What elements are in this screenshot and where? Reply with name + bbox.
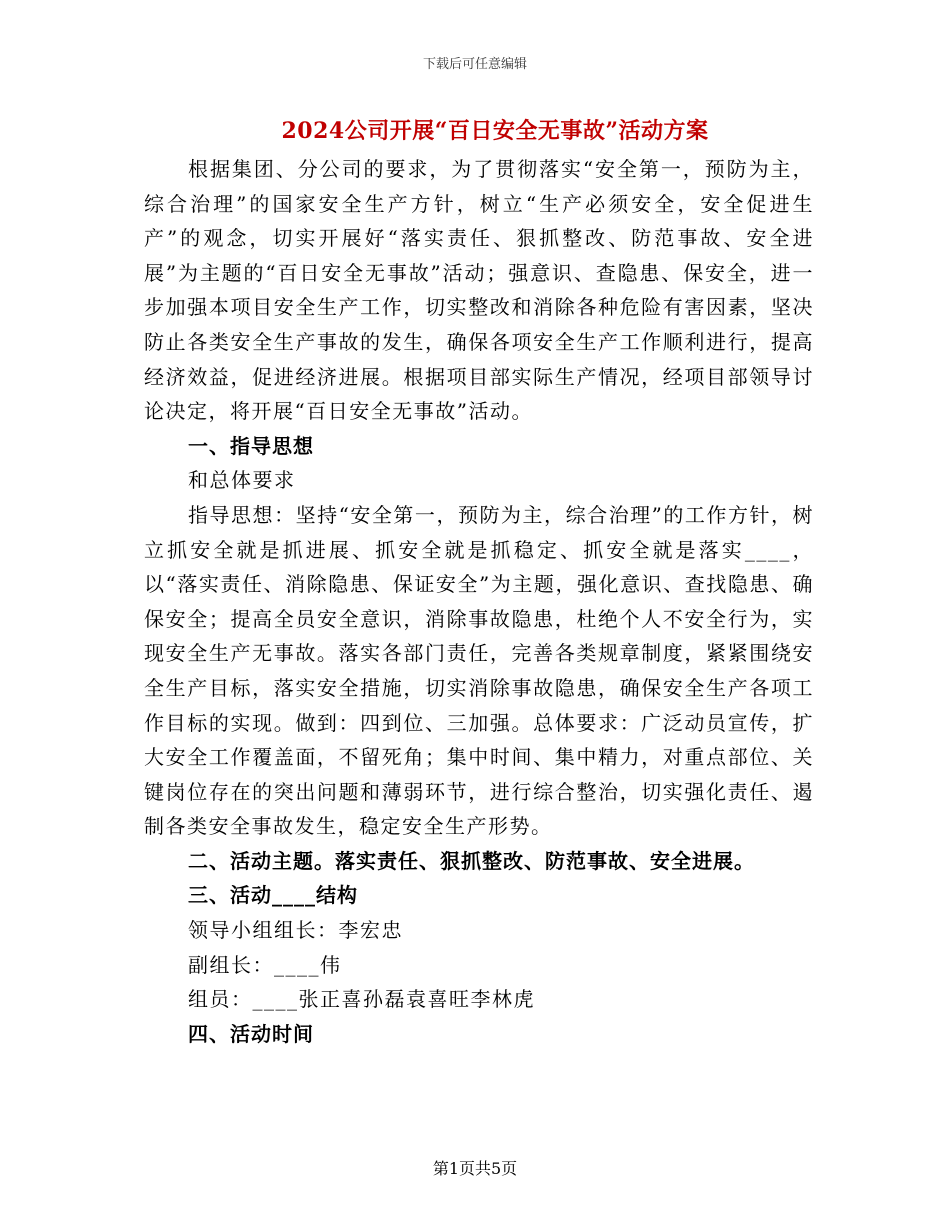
document-title: 2024公司开展“百日安全无事故”活动方案: [281, 118, 709, 144]
deputy-leader-line: 副组长：____伟: [188, 952, 342, 977]
leader-line: 领导小组组长：李宏忠: [188, 918, 403, 943]
section-heading-activity-theme: 二、活动主题。落实责任、狠抓整改、防范事故、安全进展。: [188, 848, 755, 873]
section-subheading-general-requirements: 和总体要求: [188, 468, 296, 493]
section-heading-guiding-ideology: 一、指导思想: [188, 433, 314, 458]
header-note: 下载后可任意编辑: [422, 57, 527, 72]
section-heading-activity-time: 四、活动时间: [188, 1021, 314, 1046]
members-line: 组员：____张正喜孙磊袁喜旺李林虎: [188, 987, 535, 1012]
page-footer: 第1页共5页: [432, 1159, 518, 1178]
guiding-ideology-paragraph: 指导思想：坚持“安全第一，预防为主，综合治理”的工作方针，树立抓安全就是抓进展、抓安全就是抓稳定、抓安全就是落实____，以“落实责任、消除隐患、保证安全”为主题，强化意识、查找隐患、确保安全；提高全员安全意识，消除事故隐患，杜绝个人不安全行为，实现安全生产无事故。落实各部门责任，完善各类规章制度，紧紧围绕安全生产目标，落实安全措施，切实消除事故隐患，确保安全生产各项工作目标的实现。做到：四到位、三加强。总体要求：广泛动员宣传，扩大安全工作覆盖面，不留死角；集中时间、集中精力，对重点部位、关键岗位存在的突出问题和薄弱环节，进行综合整治，切实强化责任、遏制各类安全事故发生，稳定安全生产形势。: [144, 502, 814, 839]
document-body: [144, 152, 814, 1051]
section-heading-activity-structure: 三、活动____结构: [188, 883, 358, 908]
intro-paragraph: 根据集团、分公司的要求，为了贯彻落实“安全第一，预防为主，综合治理”的国家安全生产方针，树立“生产必须安全，安全促进生产”的观念，切实开展好“落实责任、狠抓整改、防范事故、安全进展”为主题的“百日安全无事故”活动；强意识、查隐患、保安全，进一步加强本项目安全生产工作，切实整改和消除各种危险有害因素，坚决防止各类安全生产事故的发生，确保各项安全生产工作顺利进行，提高经济效益，促进经济进展。根据项目部实际生产情况，经项目部领导讨论决定，将开展“百日安全无事故”活动。: [144, 157, 814, 424]
